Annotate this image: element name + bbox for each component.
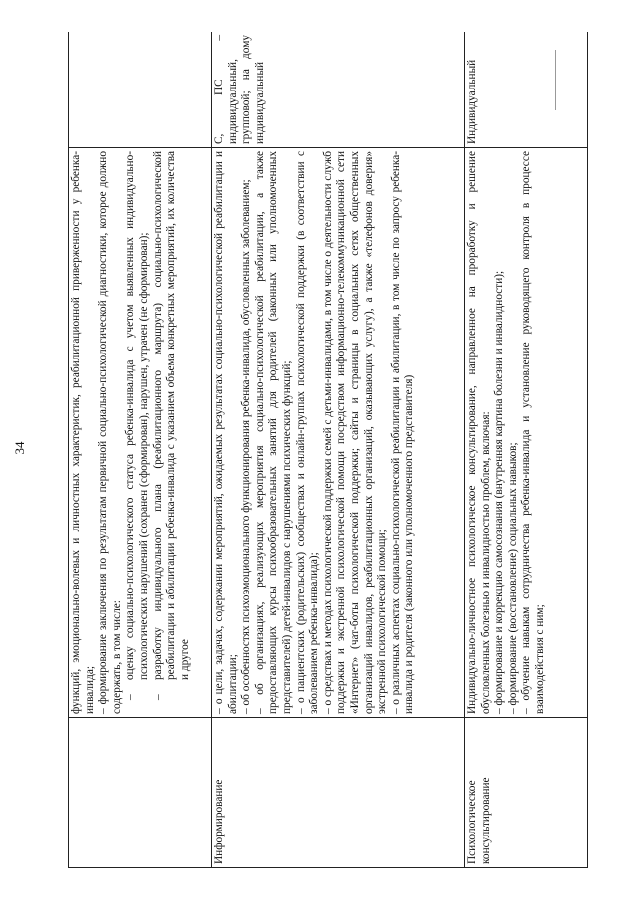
service-name-cell: Психологическое консультирование xyxy=(465,718,588,868)
content-line: – формирование заключения по результатам первичной социально-психологической диагностики, которое должно содержать, в том числе: xyxy=(97,151,123,714)
service-form-cell: С, ПС – индивидуальный, групповой; на дому индивидуальный xyxy=(212,32,465,148)
service-form-cell xyxy=(69,32,212,148)
services-table xyxy=(68,32,588,868)
service-name-cell: Информирование xyxy=(212,718,465,868)
content-line: функций, эмоционально-волевых и личностных характеристик, реабилитационной приверженности у ребенка-инвалида; xyxy=(70,151,96,714)
content-line: – о пациентских (родительских) сообществах и онлайн-группах психологической поддержки (в соответствии с заболеванием ребенка-инвалида); xyxy=(294,151,321,714)
dash-marker: – xyxy=(151,694,164,700)
dash-marker: – xyxy=(124,694,137,700)
service-form-cell: Индивидуальный xyxy=(465,32,588,148)
table-row-informing xyxy=(212,32,465,868)
page-number: 34 xyxy=(12,441,27,455)
content-subitem xyxy=(124,151,151,714)
content-line: Индивидуально-личностное психологическое консультирование, направленное на проработку и решение обусловленных болезнью и инвалидностью проблем, включая: xyxy=(466,151,492,714)
service-content-cell xyxy=(69,148,212,718)
content-line: – о различных аспектах социально-психологической реабилитации и абилитации, в том числе по запросу ребенка-инвалида и родителя (законного или уполномоченного представителя) xyxy=(389,151,416,714)
service-content-cell xyxy=(212,148,465,718)
subitem-text: оценку социально-психологического статуса ребенка-инвалида с учетом выявленных индивидуально-психологических нарушений (сохранен (сформирован), нарушен, утрачен (не сформирован); xyxy=(124,151,150,680)
table-row-psychological-consulting xyxy=(465,32,588,868)
rotated-page-area xyxy=(68,32,628,868)
service-content-cell xyxy=(465,148,588,718)
content-line: – об особенностях психоэмоционального функционирования ребенка-инвалида, обусловленных заболеванием; xyxy=(240,179,253,714)
service-name-cell xyxy=(69,718,212,868)
content-line: – формирование (восстановление) социальных навыков; xyxy=(506,442,519,714)
landscape-table-wrapper xyxy=(68,32,628,868)
content-line: – обучение навыкам сотрудничества ребенка-инвалида и установление руководящего контроля в процессе взаимодействия с ним; xyxy=(520,151,546,714)
content-line: – формирование и коррекцию самосознания (внутренняя картина болезни и инвалидности); xyxy=(493,270,506,714)
content-line: – о средствах и методах психологической поддержки семей с детьми-инвалидами, в том числе о деятельности служб поддержки и экстренной психологической помощи посредством информационно-телекоммуникационной сети «Интернет» (чат-боты психологической поддержки; сайты и страницы в социальных сетях общественных организаций инвалидов, реабилитационных организаций, оказывающих услугу), а также «телефонов доверия» экстренной психологической помощи; xyxy=(321,151,389,714)
scan-edge-mark xyxy=(555,50,556,110)
table-row-diagnostics-continued xyxy=(69,32,212,868)
content-line: – о цели, задачах, содержании мероприятий, ожидаемых результатах социально-психологической реабилитации и абилитации; xyxy=(213,151,239,714)
content-line: – об организациях, реализующих мероприятия социально-психологической реабилитации, а также предоставляющих курсы психообразовательных занятий для родителей (законных или уполномоченных представителей) детей-инвалидов с нарушениями психических функций; xyxy=(253,151,293,714)
content-subitem xyxy=(152,151,193,714)
subitem-text: разработку индивидуального плана (реабилитационного маршрута) социально-психологической реабилитации и абилитации ребенка-инвалида с указанием объема конкретных мероприятий, их количества и другое xyxy=(151,151,191,680)
